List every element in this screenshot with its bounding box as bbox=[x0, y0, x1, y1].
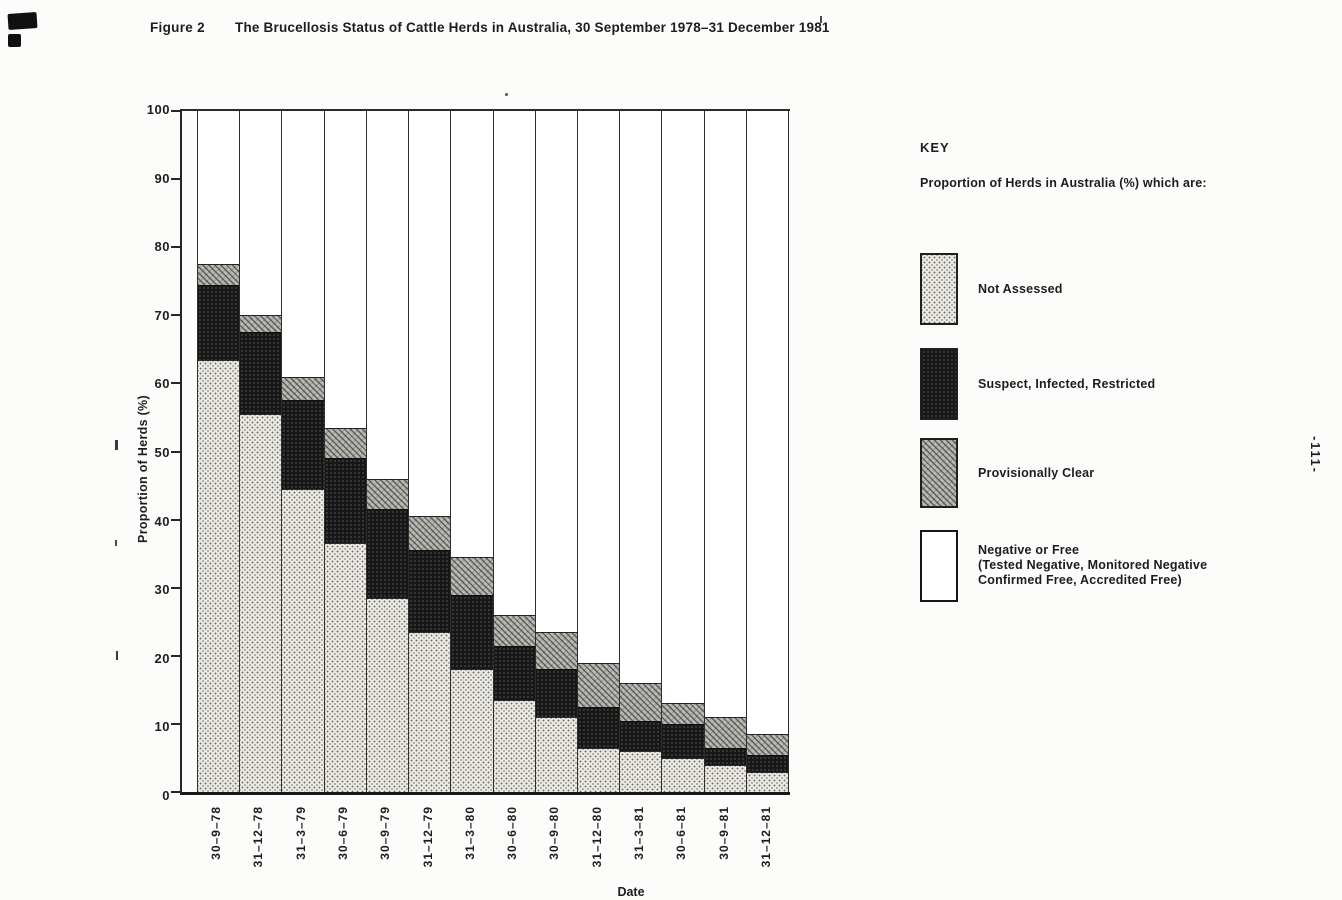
y-axis-tick-labels bbox=[128, 102, 170, 803]
bar-segment-hatch bbox=[662, 703, 703, 723]
x-axis-tick-label bbox=[745, 806, 787, 890]
x-axis-tick-label bbox=[660, 806, 702, 890]
bar-segment-plain bbox=[240, 111, 281, 315]
bar-segment-plain bbox=[409, 111, 450, 516]
legend-label-negative-or-free bbox=[978, 543, 1207, 588]
bar-segment-plain bbox=[325, 111, 366, 428]
bar-segment-plain bbox=[367, 111, 408, 479]
bar-segment-stipple bbox=[494, 700, 535, 792]
y-axis-tick bbox=[171, 178, 182, 180]
y-axis-tick-label: 30 bbox=[154, 582, 170, 598]
bar-segment-stipple bbox=[747, 772, 788, 792]
bar-segment-stipple bbox=[198, 360, 239, 792]
x-axis-tick-label-text: 30–9–79 bbox=[378, 806, 393, 860]
x-axis-tick-label bbox=[322, 806, 364, 890]
y-axis-tick bbox=[171, 655, 182, 657]
legend-subtitle: Proportion of Herds in Australia (%) which are: bbox=[920, 176, 1207, 190]
y-axis-tick bbox=[171, 382, 182, 384]
scan-artifact bbox=[115, 540, 117, 546]
legend-swatch-not-assessed bbox=[920, 253, 958, 325]
y-axis-tick-label: 70 bbox=[154, 307, 170, 323]
x-axis-tick-label-text: 31–12–81 bbox=[758, 806, 773, 868]
y-axis-tick bbox=[171, 246, 182, 248]
y-axis-tick-label: 10 bbox=[154, 719, 170, 735]
bar-segment-dark-speckle bbox=[494, 646, 535, 700]
x-axis-tick-label-text: 31–3–79 bbox=[293, 806, 308, 860]
y-axis-tick bbox=[171, 451, 182, 453]
y-axis-tick-label: 20 bbox=[154, 650, 170, 666]
legend-swatch-provisionally-clear bbox=[920, 438, 958, 508]
bar-segment-dark-speckle bbox=[578, 707, 619, 748]
bar-segment-plain bbox=[282, 111, 323, 377]
x-axis-tick-label-text: 30–9–80 bbox=[547, 806, 562, 860]
bar-segment-hatch bbox=[747, 734, 788, 754]
x-axis-tick-label bbox=[449, 806, 491, 890]
bar-segment-stipple bbox=[367, 598, 408, 792]
x-axis-tick-label-text: 30–6–80 bbox=[505, 806, 520, 860]
y-axis-tick bbox=[171, 519, 182, 521]
bar-column-30–9–81 bbox=[704, 111, 746, 792]
y-axis-tick bbox=[171, 314, 182, 316]
bar-segment-stipple bbox=[620, 751, 661, 792]
bar-segment-stipple bbox=[705, 765, 746, 792]
x-axis-tick-label-text: 30–6–79 bbox=[335, 806, 350, 860]
bar-column-30–6–80 bbox=[493, 111, 535, 792]
scan-artifact bbox=[8, 34, 21, 47]
y-axis-tick bbox=[171, 791, 182, 793]
x-axis-tick-label-text: 31–3–81 bbox=[631, 806, 646, 860]
legend-swatch-negative-or-free bbox=[920, 530, 958, 602]
x-axis-tick-label bbox=[237, 806, 279, 890]
x-axis-tick-label-text: 31–12–79 bbox=[420, 806, 435, 868]
bar-column-31–12–80 bbox=[577, 111, 619, 792]
bar-segment-plain bbox=[747, 111, 788, 734]
x-axis-tick-label-text: 30–6–81 bbox=[674, 806, 689, 860]
bar-segment-hatch bbox=[620, 683, 661, 720]
y-axis-tick-label: 40 bbox=[154, 513, 170, 529]
plot-area bbox=[180, 109, 790, 795]
bar-segment-hatch bbox=[578, 663, 619, 707]
scan-artifact bbox=[505, 93, 508, 96]
page-number: -111- bbox=[1307, 436, 1322, 474]
bar-segment-hatch bbox=[536, 632, 577, 669]
bar-segment-dark-speckle bbox=[198, 285, 239, 360]
bar-column-30–6–79 bbox=[324, 111, 366, 792]
bar-column-31–12–78 bbox=[239, 111, 281, 792]
bar-segment-hatch bbox=[198, 264, 239, 284]
x-axis-tick-labels bbox=[180, 797, 790, 897]
bar-segment-plain bbox=[578, 111, 619, 663]
x-axis-tick-label bbox=[280, 806, 322, 890]
bar-column-31–3–81 bbox=[619, 111, 661, 792]
bar-segment-stipple bbox=[240, 414, 281, 792]
bar-segment-plain bbox=[494, 111, 535, 615]
scan-artifact bbox=[116, 651, 118, 660]
bar-segment-hatch bbox=[705, 717, 746, 748]
y-axis-tick-label: 50 bbox=[154, 445, 170, 460]
bar-segment-stipple bbox=[451, 669, 492, 792]
bar-segment-dark-speckle bbox=[367, 509, 408, 598]
legend-heading: KEY bbox=[920, 140, 950, 155]
legend-label-not-assessed: Not Assessed bbox=[978, 282, 1063, 296]
bar-segment-dark-speckle bbox=[536, 669, 577, 717]
bar-segment-plain bbox=[705, 111, 746, 717]
bar-segment-hatch bbox=[367, 479, 408, 510]
x-axis-tick-label bbox=[406, 806, 448, 890]
legend-swatch-suspect-infected-restricted bbox=[920, 348, 958, 420]
x-axis-tick-label bbox=[491, 806, 533, 890]
x-axis-tick-label-text: 31–12–80 bbox=[589, 806, 604, 868]
y-axis-tick-label: 90 bbox=[154, 170, 170, 186]
x-axis-tick-label bbox=[533, 806, 575, 890]
figure-title: The Brucellosis Status of Cattle Herds in Australia, 30 September 1978–31 December 1981 bbox=[235, 20, 830, 35]
bar-segment-hatch bbox=[282, 377, 323, 401]
y-axis-tick-label: 100 bbox=[146, 102, 170, 117]
bar-segment-stipple bbox=[662, 758, 703, 792]
y-axis-tick bbox=[171, 110, 182, 112]
legend-label-suspect-infected-restricted: Suspect, Infected, Restricted bbox=[978, 377, 1156, 391]
x-axis-tick-label bbox=[576, 806, 618, 890]
x-axis-tick-label bbox=[364, 806, 406, 890]
bar-segment-dark-speckle bbox=[620, 721, 661, 752]
bar-segment-stipple bbox=[578, 748, 619, 792]
bar-segment-plain bbox=[620, 111, 661, 683]
legend-label-line: Confirmed Free, Accredited Free) bbox=[978, 573, 1182, 587]
scan-artifact bbox=[115, 440, 118, 450]
legend-label-provisionally-clear: Provisionally Clear bbox=[978, 466, 1095, 480]
bar-segment-hatch bbox=[240, 315, 281, 332]
bar-segment-dark-speckle bbox=[409, 550, 450, 632]
bar-column-31–3–80 bbox=[450, 111, 492, 792]
bar-column-30–9–79 bbox=[366, 111, 408, 792]
bar-segment-plain bbox=[198, 111, 239, 264]
bar-segment-dark-speckle bbox=[662, 724, 703, 758]
bar-segment-stipple bbox=[409, 632, 450, 792]
bar-segment-dark-speckle bbox=[705, 748, 746, 765]
bar-segment-stipple bbox=[282, 489, 323, 792]
bar-column-30–9–80 bbox=[535, 111, 577, 792]
legend-label-line: (Tested Negative, Monitored Negative bbox=[978, 558, 1208, 572]
y-axis-tick-label: 80 bbox=[154, 239, 170, 255]
legend-label-line: Negative or Free bbox=[978, 543, 1080, 557]
x-axis-tick-label bbox=[702, 806, 744, 890]
bar-column-31–12–79 bbox=[408, 111, 450, 792]
x-axis-tick-label bbox=[195, 806, 237, 890]
bar-segment-stipple bbox=[536, 717, 577, 792]
x-axis-tick-label bbox=[618, 806, 660, 890]
y-axis-tick-label: 0 bbox=[162, 788, 170, 803]
x-axis-tick-label-text: 31–3–80 bbox=[462, 806, 477, 860]
bar-group bbox=[197, 111, 789, 792]
bar-column-31–12–81 bbox=[746, 111, 789, 792]
y-axis-tick bbox=[171, 587, 182, 589]
bar-segment-plain bbox=[536, 111, 577, 632]
bar-segment-plain bbox=[662, 111, 703, 703]
x-axis-tick-label-text: 30–9–81 bbox=[716, 806, 731, 860]
bar-segment-dark-speckle bbox=[240, 332, 281, 414]
y-axis-tick-label: 60 bbox=[154, 376, 170, 392]
bar-column-30–9–78 bbox=[197, 111, 239, 792]
bar-column-30–6–81 bbox=[661, 111, 703, 792]
bar-segment-hatch bbox=[409, 516, 450, 550]
bar-segment-hatch bbox=[325, 428, 366, 459]
x-axis-tick-label-text: 31–12–78 bbox=[251, 806, 266, 868]
bar-segment-hatch bbox=[494, 615, 535, 646]
scan-artifact bbox=[7, 12, 37, 30]
x-axis-title: Date bbox=[617, 885, 645, 899]
bar-segment-hatch bbox=[451, 557, 492, 594]
bar-column-31–3–79 bbox=[281, 111, 323, 792]
figure-label: Figure 2 bbox=[150, 20, 205, 35]
bar-segment-dark-speckle bbox=[282, 400, 323, 489]
bar-segment-dark-speckle bbox=[325, 458, 366, 543]
bar-segment-plain bbox=[451, 111, 492, 557]
bar-segment-dark-speckle bbox=[747, 755, 788, 772]
bar-segment-dark-speckle bbox=[451, 595, 492, 670]
y-axis-tick bbox=[171, 723, 182, 725]
x-axis-tick-label-text: 30–9–78 bbox=[209, 806, 224, 860]
bar-segment-stipple bbox=[325, 543, 366, 792]
y-axis-title: Proportion of Herds (%) bbox=[136, 395, 150, 543]
